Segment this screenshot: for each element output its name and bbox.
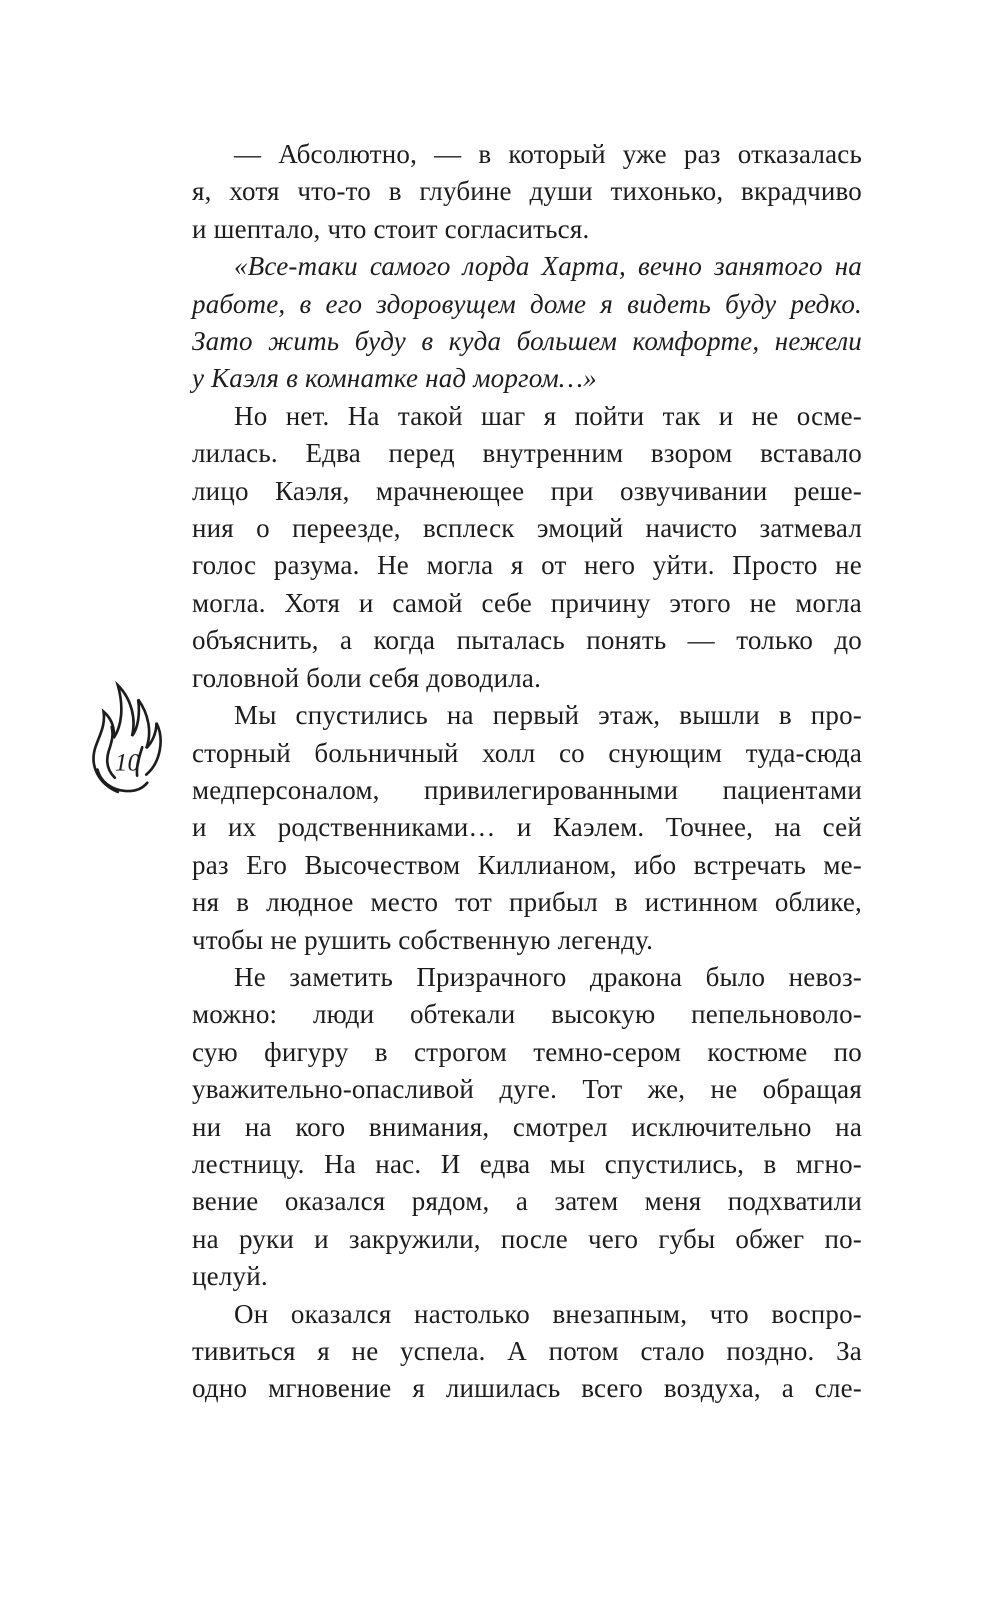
text-line: вение оказался рядом, а затем меня подхватили [192,1186,862,1217]
text-line: сую фигуру в строгом темно-сером костюме по [192,1036,862,1067]
text-line: тивиться я не успела. А потом стало поздно. За [192,1336,862,1366]
text-line: Мы спустились на первый этаж, вышли в про- [234,700,862,731]
text-line: можно: люди обтекали высокую пепельноволо- [192,999,862,1030]
text-line: медперсоналом, привилегированными пациентами [192,774,862,805]
text-line: Но нет. На такой шаг я пойти так и не осме- [234,400,862,431]
text-line: и шептало, что стоит согласиться. [192,213,590,244]
text-line: объяснить, а когда пыталась понять — только до [192,625,862,656]
text-line: я, хотя что-то в глубине души тихонько, вкрадчиво [192,176,862,207]
text-line: сторный больничный холл со снующим туда-сюда [192,737,862,768]
text-line: чтобы не рушить собственную легенду. [192,924,654,955]
flame-ornament [84,674,176,796]
text-line: раз Его Высочеством Киллианом, ибо встречать ме- [192,849,862,880]
text-line: работе, в его здоровущем доме я видеть буду редко. [192,288,862,319]
text-line: ни на кого внимания, смотрел исключительно на [192,1111,862,1142]
text-line: на руки и закружили, после чего губы обжег по- [192,1223,862,1254]
paragraph [192,136,862,248]
text-line: целуй. [192,1261,268,1292]
text-line: головной боли себя доводила. [192,662,542,693]
text-line: «Все-таки самого лорда Харта, вечно занятого на [234,251,862,282]
text-line: — Абсолютно, — в который уже раз отказалась [234,139,862,169]
text-line: ния о переезде, всплеск эмоций начисто затмевал [192,513,862,544]
page-text [192,136,862,1408]
paragraph [192,1296,862,1408]
text-line: лилась. Едва перед внутренним взором вставало [192,438,862,469]
text-line: Зато жить буду в куда большем комфорте, нежели [192,326,862,357]
paragraph [192,697,862,959]
text-line: и их родственниками… и Каэлем. Точнее, на сей [192,812,862,843]
text-line: лицо Каэля, мрачнеющее при озвучивании реше- [192,475,862,506]
text-line: голос разума. Не могла я от него уйти. Просто не [192,550,862,581]
text-line: Не заметить Призрачного дракона было невоз- [234,961,862,992]
flame-icon [84,674,176,796]
text-line: у Каэля в комнатке над моргом…» [192,363,597,394]
paragraph [192,398,862,697]
text-line: Он оказался настолько внезапным, что воспро- [234,1298,862,1329]
text-line: одно мгновение я лишилась всего воздуха, а сле- [192,1373,862,1404]
text-line: уважительно-опасливой дуге. Тот же, не обращая [192,1074,862,1105]
page-number: 10 [114,748,141,777]
text-line: могла. Хотя и самой себе причину этого не могла [192,587,862,618]
text-line: лестницу. На нас. И едва мы спустились, в мгно- [192,1148,862,1179]
paragraph [192,248,862,398]
text-line: ня в людное место тот прибыл в истинном облике, [192,887,862,918]
paragraph [192,959,862,1296]
